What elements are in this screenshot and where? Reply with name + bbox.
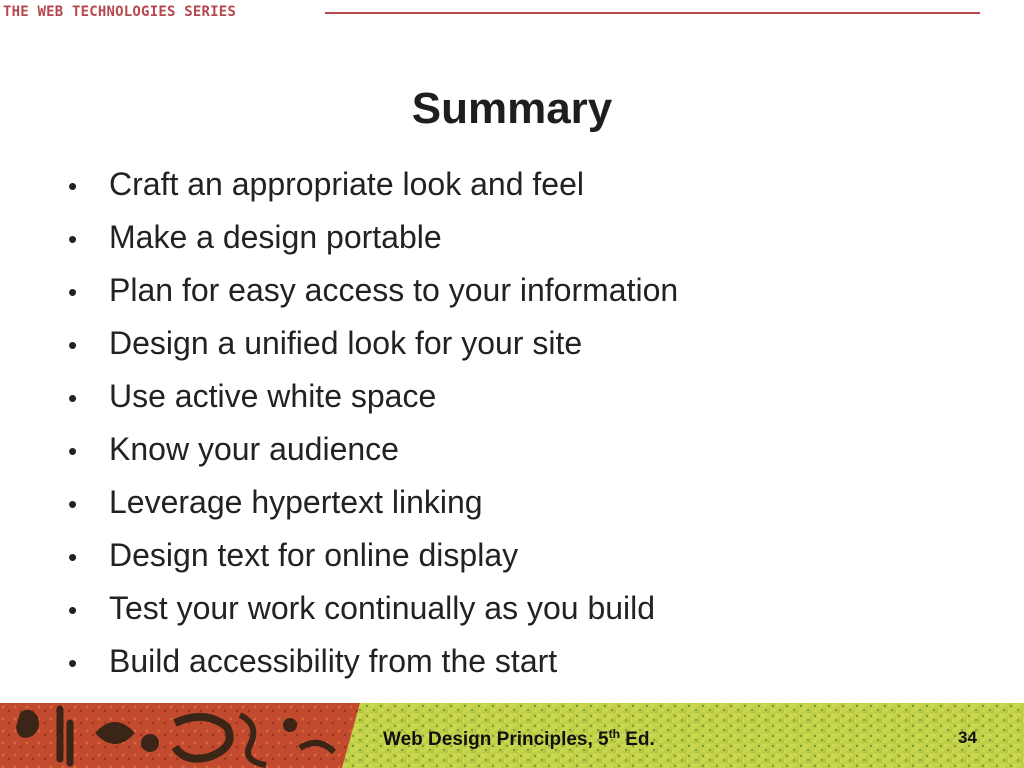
bullet-item: [68, 476, 678, 529]
page-number: 34: [958, 728, 977, 747]
bullet-dot: •: [68, 489, 78, 519]
bullet-item: [68, 264, 678, 317]
bullet-item: [68, 317, 678, 370]
bullet-text: Plan for easy access to your information: [109, 272, 679, 308]
bullet-item: [68, 370, 678, 423]
series-header: [0, 4, 1024, 24]
bullet-item: [68, 158, 678, 211]
header-rule: [325, 12, 980, 14]
bullet-dot: •: [68, 542, 78, 572]
bullet-text: Build accessibility from the start: [109, 643, 558, 679]
footer-book-title: [383, 727, 655, 751]
bullet-text: Use active white space: [109, 378, 437, 414]
bullet-dot: •: [68, 436, 78, 466]
bullet-list: [68, 158, 678, 688]
bullet-text: Know your audience: [109, 431, 399, 467]
bullet-dot: •: [68, 277, 78, 307]
bullet-item: [68, 529, 678, 582]
bullet-item: [68, 635, 678, 688]
bullet-text: Design a unified look for your site: [109, 325, 583, 361]
footer-banner: [0, 703, 1024, 768]
edition-suffix: Ed.: [619, 729, 655, 750]
bullet-text: Make a design portable: [109, 219, 442, 255]
bullet-text: Design text for online display: [109, 537, 519, 573]
series-title: THE WEB TECHNOLOGIES SERIES: [3, 4, 236, 20]
bullet-text: Test your work continually as you build: [109, 590, 656, 626]
bullet-item: [68, 211, 678, 264]
bullet-item: [68, 423, 678, 476]
bullet-dot: •: [68, 595, 78, 625]
edition-superscript: th: [608, 727, 620, 741]
slide-title: Summary: [411, 84, 613, 133]
bullet-text: Leverage hypertext linking: [109, 484, 483, 520]
bullet-item: [68, 582, 678, 635]
bullet-dot: •: [68, 648, 78, 678]
bullet-dot: •: [68, 330, 78, 360]
bullet-dot: •: [68, 224, 78, 254]
bullet-text: Craft an appropriate look and feel: [109, 166, 584, 202]
footer-book-title-text: Web Design Principles, 5: [383, 729, 609, 750]
bullet-dot: •: [68, 171, 78, 201]
bullet-dot: •: [68, 383, 78, 413]
